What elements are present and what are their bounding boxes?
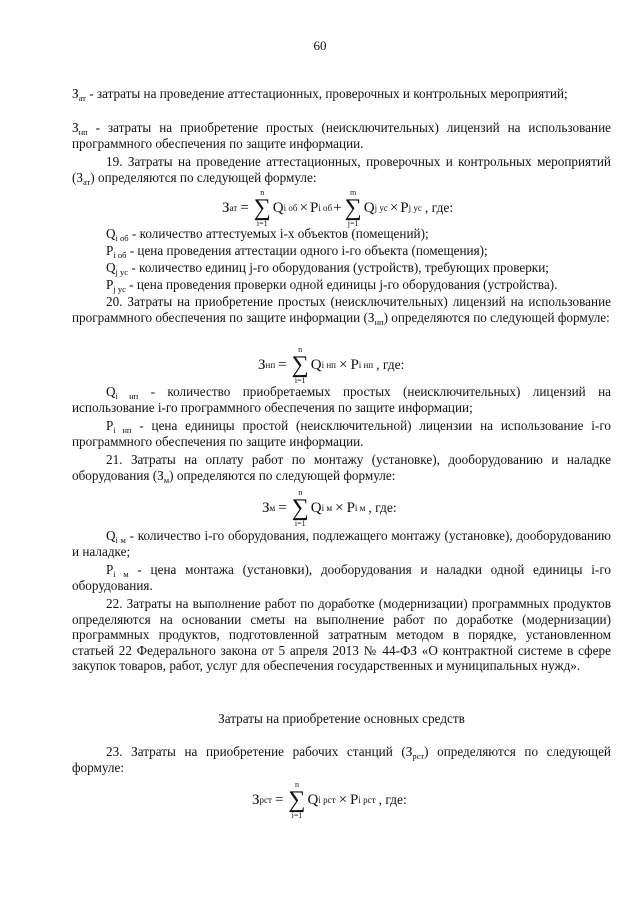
- sum-upper-limit: n: [260, 188, 265, 197]
- paragraph-text: ) определяются по следующей формуле:: [90, 169, 317, 185]
- sigma-icon: ∑: [291, 352, 309, 378]
- subscript: j ус: [115, 267, 129, 277]
- def-q-j-us: [72, 260, 611, 276]
- sum-operator: [288, 780, 305, 820]
- sum-operator: [292, 488, 309, 528]
- sum-lower-limit: i=1: [294, 519, 306, 528]
- formula-subscript: i рст: [318, 795, 336, 805]
- definition-text: - цена монтажа (установки), дооборудования и наладки одной единицы i-го оборудования.: [72, 562, 611, 593]
- subscript: i об: [115, 233, 129, 243]
- formula-subscript: i об: [318, 203, 333, 213]
- sigma-icon: ∑: [344, 195, 362, 221]
- def-p-i-m: [72, 562, 611, 593]
- formula-term: P: [400, 199, 409, 216]
- formula-20: [258, 345, 404, 385]
- sum-operator: [254, 188, 271, 228]
- subscript: i нп: [115, 391, 139, 401]
- formula-subscript: j ус: [374, 203, 388, 213]
- paragraph-22: [72, 596, 611, 674]
- def-q-i-ob: [72, 226, 611, 242]
- multiply-sign: ×: [389, 199, 399, 216]
- paragraph-text: 21. Затраты на оплату работ по монтажу (установке), дооборудованию и наладке оборудования (З: [72, 452, 611, 483]
- def-z-np: [72, 120, 611, 151]
- subscript: м: [163, 474, 170, 485]
- symbol: P: [106, 243, 114, 258]
- sum-lower-limit: i=1: [291, 811, 303, 820]
- def-q-i-np: [72, 384, 611, 415]
- formula-subscript: рст: [259, 795, 272, 805]
- formula-subscript: i м: [321, 503, 333, 513]
- formula-tail: , где:: [424, 200, 454, 215]
- multiply-sign: ×: [299, 199, 308, 216]
- multiply-sign: ×: [338, 356, 348, 373]
- sum-operator: [292, 345, 309, 385]
- formula-lhs: З: [222, 199, 230, 216]
- formula-term: Q: [310, 499, 322, 516]
- definition-text: - цена проведения аттестации одного i-го объекта (помещения);: [126, 243, 488, 258]
- paragraph-21: [72, 452, 611, 483]
- symbol: Q: [106, 384, 116, 399]
- equals-sign: =: [278, 499, 287, 516]
- definition-text: - затраты на приобретение простых (неисключительных) лицензий на использование программного обеспечения по защите информации.: [72, 120, 611, 151]
- definition-text: - количество аттестуемых i-х объектов (помещений);: [128, 226, 429, 241]
- section-heading: Затраты на приобретение основных средств: [218, 711, 465, 726]
- symbol: Q: [106, 260, 116, 275]
- subscript: ат: [78, 93, 86, 103]
- symbol: Q: [106, 226, 116, 241]
- formula-23: [252, 780, 407, 820]
- formula-term: Q: [307, 791, 319, 808]
- sum-lower-limit: i=1: [256, 219, 268, 228]
- symbol: З: [72, 120, 79, 135]
- subscript: ат: [83, 176, 91, 187]
- formula-lhs: З: [252, 791, 260, 808]
- formula-subscript: i об: [283, 203, 298, 213]
- sum-lower-limit: i=1: [294, 376, 306, 385]
- paragraph-19: [72, 154, 611, 185]
- formula-subscript: i нп: [321, 360, 336, 370]
- paragraph-text: ) определяются по следующей формуле:: [383, 309, 610, 325]
- symbol: P: [106, 418, 114, 433]
- paragraph-text: 19. Затраты на проведение аттестационных, проверочных и контрольных мероприятий (З: [72, 154, 611, 185]
- subscript: i об: [113, 250, 127, 260]
- subscript: i нп: [113, 425, 132, 435]
- sigma-icon: ∑: [291, 495, 309, 521]
- formula-term: Q: [310, 356, 322, 373]
- equals-sign: =: [240, 199, 249, 216]
- def-p-i-np: [72, 418, 611, 449]
- formula-subscript: ат: [229, 203, 238, 213]
- formula-term: P: [346, 499, 355, 516]
- subscript: i м: [115, 535, 126, 545]
- paragraph-text: ) определяются по следующей формуле:: [72, 744, 611, 775]
- symbol: З: [72, 86, 79, 101]
- paragraph-text: ) определяются по следующей формуле:: [169, 467, 396, 483]
- plus-sign: +: [333, 199, 342, 216]
- formula-term: Q: [272, 199, 284, 216]
- equals-sign: =: [274, 791, 284, 808]
- sum-upper-limit: n: [298, 345, 303, 354]
- subscript: рст: [412, 751, 425, 761]
- multiply-sign: ×: [335, 499, 344, 516]
- definition-text: - количество i-го оборудования, подлежащего монтажу (установке), дооборудованию и наладке;: [72, 528, 611, 559]
- sum-lower-limit: j=1: [347, 219, 359, 228]
- formula-term: P: [350, 356, 359, 373]
- symbol: P: [106, 277, 114, 292]
- subscript: нп: [78, 127, 88, 137]
- sigma-icon: ∑: [253, 195, 271, 221]
- formula-term: P: [350, 791, 359, 808]
- multiply-sign: ×: [338, 791, 348, 808]
- def-p-i-ob: [72, 243, 611, 259]
- page-number: 60: [313, 38, 327, 53]
- formula-subscript: нп: [265, 360, 276, 370]
- definition-text: - цена проведения проверки одной единицы j-го оборудования (устройства).: [125, 277, 558, 292]
- subscript: i м: [113, 569, 129, 579]
- formula-subscript: i рст: [358, 795, 376, 805]
- equals-sign: =: [278, 356, 287, 373]
- definition-text: - затраты на проведение аттестационных, проверочных и контрольных мероприятий;: [85, 86, 568, 101]
- formula-subscript: j ус: [408, 203, 422, 213]
- formula-subscript: м: [269, 503, 276, 513]
- subscript: j ус: [113, 284, 126, 294]
- definition-text: - цена единицы простой (неисключительной) лицензии на использование i-го программного обеспечения по защите информации.: [72, 418, 611, 449]
- def-p-j-us: [72, 277, 611, 293]
- subscript: нп: [374, 316, 384, 327]
- sum-upper-limit: m: [350, 188, 357, 197]
- formula-lhs: З: [258, 356, 266, 373]
- sum-upper-limit: n: [298, 488, 303, 497]
- paragraph-text: 23. Затраты на приобретение рабочих станций (З: [106, 744, 413, 759]
- formula-21: [262, 488, 397, 528]
- def-q-i-m: [72, 528, 611, 559]
- sum-upper-limit: n: [294, 780, 299, 789]
- formula-lhs: З: [262, 499, 270, 516]
- formula-subscript: i м: [354, 503, 366, 513]
- formula-subscript: i нп: [358, 360, 374, 370]
- symbol: Q: [106, 528, 116, 543]
- sigma-icon: ∑: [288, 787, 306, 813]
- formula-19: [222, 188, 453, 228]
- formula-tail: , где:: [378, 792, 407, 807]
- formula-term: Q: [363, 199, 375, 216]
- def-z-at: [72, 86, 611, 102]
- paragraph-20: [72, 294, 611, 325]
- formula-tail: , где:: [376, 357, 405, 372]
- symbol: P: [106, 562, 114, 577]
- sum-operator: [345, 188, 362, 228]
- paragraph-23: [72, 744, 611, 775]
- formula-term: P: [309, 199, 319, 216]
- paragraph-text: 20. Затраты на приобретение простых (неисключительных) лицензий на использование программного обеспечения по защите информации (З: [72, 294, 611, 325]
- definition-text: - количество приобретаемых простых (неисключительных) лицензий на использование i-го программного обеспечения по защите информации;: [72, 384, 612, 415]
- formula-tail: , где:: [368, 500, 397, 515]
- paragraph-text: 22. Затраты на выполнение работ по доработке (модернизации) программных продуктов определяются на основании сметы на выполнение работ по доработке (модернизации) программных продуктов, подготовленной затратным методом в порядке, установленном статьей 22 Федерального закона от 5 апреля 2013 № 44-ФЗ «О контрактной системе в сфере закупок товаров, работ, услуг для обеспечения государственных и муниципальных нужд».: [72, 596, 611, 673]
- definition-text: - количество единиц j-го оборудования (устройств), требующих проверки;: [128, 260, 549, 275]
